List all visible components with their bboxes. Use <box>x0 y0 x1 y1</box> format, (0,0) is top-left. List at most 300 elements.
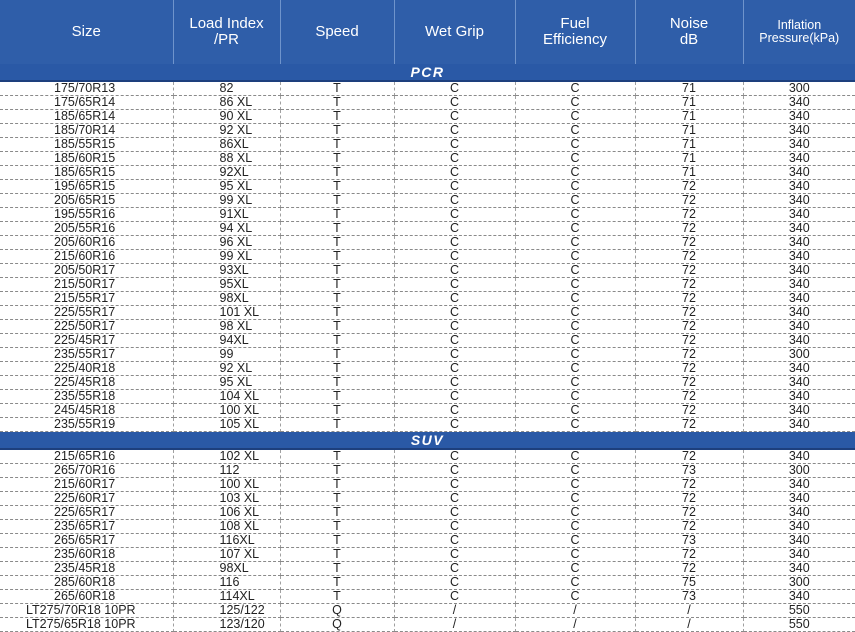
cell-inflation-pressure: 340 <box>743 250 855 264</box>
cell-speed: T <box>280 464 394 478</box>
cell-noise: 72 <box>635 222 743 236</box>
cell-load-index: 125/122 <box>173 604 280 618</box>
cell-load-index: 94 XL <box>173 222 280 236</box>
cell-size: 175/65R14 <box>0 96 173 110</box>
cell-size: 245/45R18 <box>0 404 173 418</box>
cell-wet-grip: C <box>394 376 515 390</box>
cell-speed: T <box>280 180 394 194</box>
cell-size: 185/65R15 <box>0 166 173 180</box>
cell-size: 225/60R17 <box>0 492 173 506</box>
cell-speed: T <box>280 278 394 292</box>
cell-inflation-pressure: 340 <box>743 292 855 306</box>
table-row <box>0 81 855 96</box>
cell-size: 225/45R18 <box>0 376 173 390</box>
cell-size: 185/55R15 <box>0 138 173 152</box>
cell-noise: 73 <box>635 464 743 478</box>
cell-fuel-efficiency: / <box>515 604 635 618</box>
section-header-suv <box>0 432 855 450</box>
cell-fuel-efficiency: C <box>515 222 635 236</box>
table-body <box>0 64 855 632</box>
cell-fuel-efficiency: C <box>515 320 635 334</box>
cell-wet-grip: C <box>394 222 515 236</box>
cell-fuel-efficiency: C <box>515 478 635 492</box>
cell-size: LT275/70R18 10PR <box>0 604 173 618</box>
cell-inflation-pressure: 340 <box>743 362 855 376</box>
cell-wet-grip: C <box>394 292 515 306</box>
cell-load-index: 98XL <box>173 292 280 306</box>
cell-inflation-pressure: 340 <box>743 404 855 418</box>
cell-noise: 72 <box>635 376 743 390</box>
cell-wet-grip: C <box>394 464 515 478</box>
cell-speed: T <box>280 562 394 576</box>
cell-speed: T <box>280 96 394 110</box>
cell-speed: T <box>280 124 394 138</box>
cell-wet-grip: C <box>394 306 515 320</box>
cell-size: 205/55R16 <box>0 222 173 236</box>
table-row <box>0 278 855 292</box>
cell-inflation-pressure: 340 <box>743 152 855 166</box>
cell-inflation-pressure: 340 <box>743 506 855 520</box>
cell-wet-grip: C <box>394 208 515 222</box>
cell-wet-grip: C <box>394 506 515 520</box>
cell-noise: 72 <box>635 278 743 292</box>
cell-load-index: 86 XL <box>173 96 280 110</box>
cell-load-index: 98XL <box>173 562 280 576</box>
cell-fuel-efficiency: C <box>515 124 635 138</box>
cell-load-index: 102 XL <box>173 449 280 464</box>
cell-wet-grip: C <box>394 124 515 138</box>
cell-fuel-efficiency: C <box>515 590 635 604</box>
cell-wet-grip: / <box>394 618 515 632</box>
cell-wet-grip: C <box>394 590 515 604</box>
cell-speed: Q <box>280 604 394 618</box>
cell-speed: T <box>280 548 394 562</box>
cell-wet-grip: C <box>394 548 515 562</box>
table-row <box>0 320 855 334</box>
cell-wet-grip: C <box>394 520 515 534</box>
cell-fuel-efficiency: C <box>515 390 635 404</box>
cell-speed: T <box>280 449 394 464</box>
table-row <box>0 418 855 432</box>
cell-wet-grip: C <box>394 152 515 166</box>
cell-load-index: 99 XL <box>173 194 280 208</box>
cell-inflation-pressure: 340 <box>743 264 855 278</box>
cell-speed: T <box>280 506 394 520</box>
cell-size: 265/60R18 <box>0 590 173 604</box>
cell-size: 215/65R16 <box>0 449 173 464</box>
cell-inflation-pressure: 340 <box>743 110 855 124</box>
cell-inflation-pressure: 340 <box>743 306 855 320</box>
cell-inflation-pressure: 340 <box>743 334 855 348</box>
cell-wet-grip: C <box>394 166 515 180</box>
table-row <box>0 404 855 418</box>
cell-fuel-efficiency: C <box>515 264 635 278</box>
cell-fuel-efficiency: C <box>515 404 635 418</box>
cell-inflation-pressure: 340 <box>743 376 855 390</box>
cell-size: 205/50R17 <box>0 264 173 278</box>
cell-noise: 72 <box>635 250 743 264</box>
cell-load-index: 107 XL <box>173 548 280 562</box>
cell-load-index: 100 XL <box>173 404 280 418</box>
table-row <box>0 376 855 390</box>
cell-size: 205/65R15 <box>0 194 173 208</box>
table-row <box>0 250 855 264</box>
cell-wet-grip: C <box>394 278 515 292</box>
cell-wet-grip: C <box>394 110 515 124</box>
cell-fuel-efficiency: / <box>515 618 635 632</box>
table-row <box>0 208 855 222</box>
cell-wet-grip: C <box>394 180 515 194</box>
cell-speed: T <box>280 376 394 390</box>
cell-fuel-efficiency: C <box>515 306 635 320</box>
cell-speed: T <box>280 110 394 124</box>
cell-speed: T <box>280 306 394 320</box>
cell-fuel-efficiency: C <box>515 81 635 96</box>
table-row <box>0 96 855 110</box>
cell-wet-grip: C <box>394 334 515 348</box>
cell-noise: 72 <box>635 348 743 362</box>
cell-wet-grip: C <box>394 449 515 464</box>
cell-load-index: 116XL <box>173 534 280 548</box>
cell-fuel-efficiency: C <box>515 576 635 590</box>
table-row <box>0 166 855 180</box>
table-row <box>0 604 855 618</box>
cell-noise: 72 <box>635 548 743 562</box>
cell-fuel-efficiency: C <box>515 534 635 548</box>
cell-speed: T <box>280 534 394 548</box>
cell-size: 235/55R17 <box>0 348 173 362</box>
cell-inflation-pressure: 340 <box>743 222 855 236</box>
cell-load-index: 104 XL <box>173 390 280 404</box>
cell-load-index: 82 <box>173 81 280 96</box>
cell-fuel-efficiency: C <box>515 492 635 506</box>
cell-fuel-efficiency: C <box>515 548 635 562</box>
cell-fuel-efficiency: C <box>515 362 635 376</box>
cell-fuel-efficiency: C <box>515 138 635 152</box>
cell-inflation-pressure: 340 <box>743 138 855 152</box>
table-row <box>0 520 855 534</box>
cell-noise: 73 <box>635 534 743 548</box>
cell-speed: T <box>280 418 394 432</box>
cell-noise: 71 <box>635 124 743 138</box>
cell-noise: 72 <box>635 194 743 208</box>
header-fuel-efficiency: Fuel Efficiency <box>515 0 635 64</box>
cell-speed: T <box>280 520 394 534</box>
table-row <box>0 449 855 464</box>
cell-wet-grip: C <box>394 320 515 334</box>
table-row <box>0 548 855 562</box>
cell-inflation-pressure: 340 <box>743 449 855 464</box>
cell-inflation-pressure: 340 <box>743 590 855 604</box>
cell-load-index: 88 XL <box>173 152 280 166</box>
cell-inflation-pressure: 340 <box>743 390 855 404</box>
cell-speed: T <box>280 590 394 604</box>
cell-inflation-pressure: 340 <box>743 236 855 250</box>
cell-load-index: 95 XL <box>173 376 280 390</box>
section-title: SUV <box>0 432 855 450</box>
cell-load-index: 95 XL <box>173 180 280 194</box>
cell-wet-grip: C <box>394 576 515 590</box>
cell-speed: T <box>280 478 394 492</box>
cell-speed: T <box>280 152 394 166</box>
cell-speed: Q <box>280 618 394 632</box>
cell-inflation-pressure: 340 <box>743 478 855 492</box>
cell-speed: T <box>280 166 394 180</box>
header-inflation-pressure: Inflation Pressure(kPa) <box>743 0 855 64</box>
cell-load-index: 100 XL <box>173 478 280 492</box>
cell-wet-grip: C <box>394 362 515 376</box>
cell-load-index: 105 XL <box>173 418 280 432</box>
cell-speed: T <box>280 348 394 362</box>
table-row <box>0 618 855 632</box>
cell-size: 235/55R19 <box>0 418 173 432</box>
cell-noise: 72 <box>635 520 743 534</box>
cell-inflation-pressure: 340 <box>743 534 855 548</box>
section-header-pcr <box>0 64 855 81</box>
cell-noise: 71 <box>635 166 743 180</box>
cell-wet-grip: C <box>394 194 515 208</box>
cell-speed: T <box>280 138 394 152</box>
cell-noise: 72 <box>635 180 743 194</box>
cell-size: 225/45R17 <box>0 334 173 348</box>
cell-noise: 71 <box>635 96 743 110</box>
cell-fuel-efficiency: C <box>515 194 635 208</box>
cell-wet-grip: C <box>394 478 515 492</box>
cell-fuel-efficiency: C <box>515 236 635 250</box>
table-row <box>0 576 855 590</box>
cell-fuel-efficiency: C <box>515 180 635 194</box>
cell-wet-grip: C <box>394 348 515 362</box>
table-row <box>0 110 855 124</box>
header-speed: Speed <box>280 0 394 64</box>
cell-size: 215/60R16 <box>0 250 173 264</box>
table-row <box>0 590 855 604</box>
table-row <box>0 306 855 320</box>
cell-inflation-pressure: 340 <box>743 278 855 292</box>
cell-load-index: 106 XL <box>173 506 280 520</box>
cell-noise: 72 <box>635 320 743 334</box>
table-row <box>0 348 855 362</box>
cell-load-index: 108 XL <box>173 520 280 534</box>
cell-load-index: 112 <box>173 464 280 478</box>
cell-size: 185/65R14 <box>0 110 173 124</box>
cell-load-index: 99 XL <box>173 250 280 264</box>
cell-size: 225/40R18 <box>0 362 173 376</box>
cell-inflation-pressure: 340 <box>743 520 855 534</box>
cell-wet-grip: C <box>394 562 515 576</box>
cell-size: 235/65R17 <box>0 520 173 534</box>
cell-speed: T <box>280 320 394 334</box>
cell-size: 175/70R13 <box>0 81 173 96</box>
cell-wet-grip: C <box>394 138 515 152</box>
cell-load-index: 103 XL <box>173 492 280 506</box>
cell-noise: / <box>635 604 743 618</box>
cell-fuel-efficiency: C <box>515 292 635 306</box>
cell-fuel-efficiency: C <box>515 110 635 124</box>
cell-fuel-efficiency: C <box>515 449 635 464</box>
cell-noise: 72 <box>635 390 743 404</box>
cell-size: 225/55R17 <box>0 306 173 320</box>
cell-fuel-efficiency: C <box>515 376 635 390</box>
cell-inflation-pressure: 340 <box>743 320 855 334</box>
cell-speed: T <box>280 576 394 590</box>
cell-inflation-pressure: 300 <box>743 464 855 478</box>
cell-load-index: 86XL <box>173 138 280 152</box>
cell-noise: 72 <box>635 404 743 418</box>
cell-fuel-efficiency: C <box>515 96 635 110</box>
cell-speed: T <box>280 81 394 96</box>
cell-wet-grip: C <box>394 534 515 548</box>
cell-fuel-efficiency: C <box>515 152 635 166</box>
cell-speed: T <box>280 404 394 418</box>
cell-load-index: 123/120 <box>173 618 280 632</box>
cell-fuel-efficiency: C <box>515 520 635 534</box>
cell-size: 235/60R18 <box>0 548 173 562</box>
cell-noise: 72 <box>635 362 743 376</box>
cell-noise: 72 <box>635 478 743 492</box>
cell-noise: 72 <box>635 236 743 250</box>
cell-noise: 72 <box>635 562 743 576</box>
cell-noise: 72 <box>635 418 743 432</box>
cell-size: 185/70R14 <box>0 124 173 138</box>
cell-inflation-pressure: 550 <box>743 604 855 618</box>
cell-size: 225/50R17 <box>0 320 173 334</box>
table-row <box>0 194 855 208</box>
cell-wet-grip: C <box>394 492 515 506</box>
cell-load-index: 94XL <box>173 334 280 348</box>
cell-load-index: 93XL <box>173 264 280 278</box>
cell-load-index: 116 <box>173 576 280 590</box>
cell-noise: 75 <box>635 576 743 590</box>
cell-load-index: 92 XL <box>173 362 280 376</box>
cell-size: 195/65R15 <box>0 180 173 194</box>
cell-noise: / <box>635 618 743 632</box>
cell-fuel-efficiency: C <box>515 506 635 520</box>
cell-fuel-efficiency: C <box>515 250 635 264</box>
cell-noise: 71 <box>635 110 743 124</box>
cell-wet-grip: C <box>394 81 515 96</box>
cell-size: 185/60R15 <box>0 152 173 166</box>
cell-size: 205/60R16 <box>0 236 173 250</box>
table-row <box>0 292 855 306</box>
table-row <box>0 534 855 548</box>
cell-inflation-pressure: 340 <box>743 194 855 208</box>
cell-load-index: 99 <box>173 348 280 362</box>
cell-fuel-efficiency: C <box>515 464 635 478</box>
cell-speed: T <box>280 492 394 506</box>
cell-load-index: 91XL <box>173 208 280 222</box>
cell-wet-grip: C <box>394 390 515 404</box>
cell-load-index: 90 XL <box>173 110 280 124</box>
table-row <box>0 124 855 138</box>
table-row <box>0 492 855 506</box>
table-row <box>0 390 855 404</box>
cell-load-index: 101 XL <box>173 306 280 320</box>
cell-inflation-pressure: 300 <box>743 576 855 590</box>
cell-speed: T <box>280 292 394 306</box>
cell-inflation-pressure: 340 <box>743 124 855 138</box>
table-row <box>0 180 855 194</box>
cell-load-index: 95XL <box>173 278 280 292</box>
cell-size: 225/65R17 <box>0 506 173 520</box>
cell-noise: 72 <box>635 334 743 348</box>
cell-noise: 72 <box>635 292 743 306</box>
cell-wet-grip: C <box>394 404 515 418</box>
cell-inflation-pressure: 340 <box>743 166 855 180</box>
cell-size: 215/50R17 <box>0 278 173 292</box>
section-title: PCR <box>0 64 855 81</box>
cell-wet-grip: C <box>394 236 515 250</box>
cell-fuel-efficiency: C <box>515 166 635 180</box>
cell-noise: 71 <box>635 152 743 166</box>
cell-fuel-efficiency: C <box>515 278 635 292</box>
cell-size: 235/55R18 <box>0 390 173 404</box>
cell-size: 235/45R18 <box>0 562 173 576</box>
cell-inflation-pressure: 340 <box>743 418 855 432</box>
cell-wet-grip: C <box>394 96 515 110</box>
cell-inflation-pressure: 340 <box>743 548 855 562</box>
table-row <box>0 464 855 478</box>
table-row <box>0 236 855 250</box>
cell-wet-grip: / <box>394 604 515 618</box>
cell-noise: 72 <box>635 264 743 278</box>
cell-size: 265/70R16 <box>0 464 173 478</box>
cell-size: 285/60R18 <box>0 576 173 590</box>
cell-inflation-pressure: 300 <box>743 348 855 362</box>
table-row <box>0 264 855 278</box>
cell-noise: 71 <box>635 138 743 152</box>
cell-inflation-pressure: 340 <box>743 96 855 110</box>
header-noise: Noise dB <box>635 0 743 64</box>
cell-speed: T <box>280 208 394 222</box>
table-row <box>0 222 855 236</box>
cell-inflation-pressure: 340 <box>743 180 855 194</box>
cell-wet-grip: C <box>394 250 515 264</box>
cell-noise: 71 <box>635 81 743 96</box>
table-row <box>0 362 855 376</box>
table-row <box>0 506 855 520</box>
table-row <box>0 334 855 348</box>
cell-load-index: 92XL <box>173 166 280 180</box>
cell-fuel-efficiency: C <box>515 208 635 222</box>
cell-noise: 72 <box>635 306 743 320</box>
cell-size: 195/55R16 <box>0 208 173 222</box>
cell-size: 215/60R17 <box>0 478 173 492</box>
cell-size: 215/55R17 <box>0 292 173 306</box>
cell-speed: T <box>280 362 394 376</box>
cell-speed: T <box>280 250 394 264</box>
cell-noise: 72 <box>635 449 743 464</box>
cell-fuel-efficiency: C <box>515 562 635 576</box>
cell-speed: T <box>280 194 394 208</box>
header-load-index: Load Index /PR <box>173 0 280 64</box>
cell-load-index: 98 XL <box>173 320 280 334</box>
table-row <box>0 138 855 152</box>
cell-speed: T <box>280 334 394 348</box>
cell-speed: T <box>280 236 394 250</box>
cell-speed: T <box>280 222 394 236</box>
cell-fuel-efficiency: C <box>515 348 635 362</box>
cell-speed: T <box>280 390 394 404</box>
cell-size: 265/65R17 <box>0 534 173 548</box>
cell-fuel-efficiency: C <box>515 334 635 348</box>
table-row <box>0 152 855 166</box>
cell-size: LT275/65R18 10PR <box>0 618 173 632</box>
cell-wet-grip: C <box>394 418 515 432</box>
cell-speed: T <box>280 264 394 278</box>
header-wet-grip: Wet Grip <box>394 0 515 64</box>
cell-wet-grip: C <box>394 264 515 278</box>
